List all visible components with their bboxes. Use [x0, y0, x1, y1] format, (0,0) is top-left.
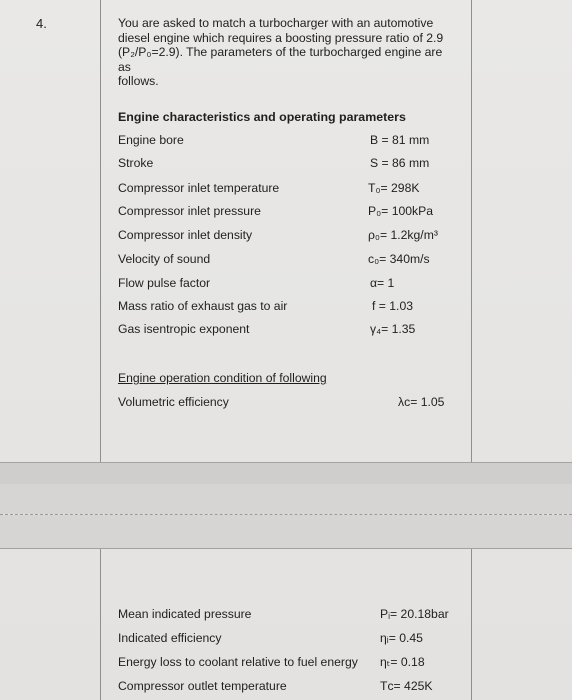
param-value: ηᵢ= 0.45	[380, 631, 423, 645]
param-row	[118, 607, 448, 625]
param-value: Pᵢ= 20.18bar	[380, 607, 449, 621]
param-label: Energy loss to coolant relative to fuel energy	[118, 655, 358, 669]
param-label: Mean indicated pressure	[118, 607, 252, 621]
param-row	[118, 228, 448, 246]
param-label: Velocity of sound	[118, 252, 211, 266]
question-number: 4.	[36, 16, 47, 31]
column-divider-right	[471, 0, 472, 700]
param-row	[118, 181, 448, 199]
param-value: B = 81 mm	[370, 133, 430, 147]
param-value: T₀= 298K	[368, 181, 420, 195]
param-row	[118, 631, 448, 649]
param-value: S = 86 mm	[370, 156, 430, 170]
param-row	[118, 276, 448, 294]
param-label: Compressor outlet temperature	[118, 679, 287, 693]
param-row	[118, 395, 448, 413]
operation-section-title: Engine operation condition of following	[118, 371, 327, 385]
intro-line: (P₂/P₀=2.9). The parameters of the turbocharged engine are as	[118, 45, 443, 74]
param-label: Mass ratio of exhaust gas to air	[118, 299, 288, 313]
operation-section-title-row	[118, 371, 448, 389]
column-divider-left	[100, 0, 101, 700]
param-row	[118, 299, 448, 317]
param-value: λᴄ= 1.05	[398, 395, 445, 409]
page-break-shade-lower	[0, 515, 572, 548]
param-label: Compressor inlet temperature	[118, 181, 280, 195]
param-row	[118, 252, 448, 270]
param-label: Gas isentropic exponent	[118, 322, 250, 336]
intro-line: follows.	[118, 74, 159, 88]
param-value: ρ₀= 1.2kg/m³	[368, 228, 438, 242]
param-row	[118, 133, 448, 151]
param-label: Volumetric efficiency	[118, 395, 229, 409]
param-value: f = 1.03	[372, 299, 413, 313]
engine-section-title: Engine characteristics and operating parameters	[118, 110, 406, 124]
param-label: Indicated efficiency	[118, 631, 222, 645]
param-label: Compressor inlet pressure	[118, 204, 261, 218]
param-label: Flow pulse factor	[118, 276, 211, 290]
param-value: α= 1	[370, 276, 395, 290]
param-label: Compressor inlet density	[118, 228, 253, 242]
param-value: γ₄= 1.35	[370, 322, 416, 336]
page-break-shade-middle	[0, 484, 572, 514]
param-value: Tᴄ= 425K	[380, 679, 433, 693]
intro-line: diesel engine which requires a boosting pressure ratio of 2.9	[118, 30, 444, 45]
page-break-bottom-rule	[0, 548, 572, 549]
param-row	[118, 655, 448, 673]
param-row	[118, 679, 448, 697]
param-row	[118, 156, 448, 174]
param-value: c₀= 340m/s	[368, 252, 430, 266]
param-value: ηₜ= 0.18	[380, 655, 425, 669]
param-label: Stroke	[118, 156, 154, 170]
param-value: P₀= 100kPa	[368, 204, 434, 218]
page-break-shade-upper	[0, 463, 572, 484]
param-row	[118, 322, 448, 340]
param-row	[118, 204, 448, 222]
question-intro	[118, 16, 458, 89]
intro-line: You are asked to match a turbocharger with an automotive	[118, 16, 434, 30]
param-label: Engine bore	[118, 133, 184, 147]
